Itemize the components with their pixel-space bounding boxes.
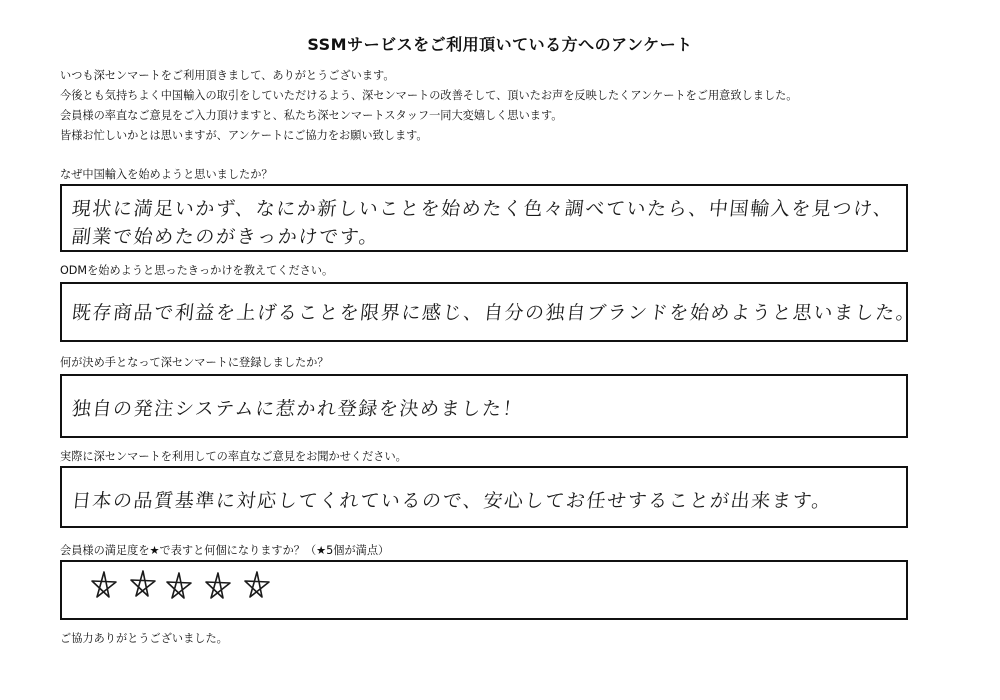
- star-rating: [90, 570, 270, 600]
- answer-2-line-1: 既存商品で利益を上げることを限界に感じ、自分の独自ブランドを始めようと思いました。: [70, 302, 918, 324]
- answer-3-line-1: 独自の発注システムに惹かれ登録を決めました！: [70, 398, 525, 420]
- closing-text: ご協力ありがとうございました。: [60, 632, 228, 645]
- question-1-label: なぜ中国輸入を始めようと思いましたか？: [60, 168, 273, 181]
- star-icon: [90, 570, 118, 600]
- answer-4-box[interactable]: [60, 466, 908, 528]
- answer-2-box[interactable]: [60, 282, 918, 342]
- question-2-label: ODMを始めようと思ったきっかけを教えてください。: [60, 264, 334, 277]
- survey-title: SSMサービスをご利用頂いている方へのアンケート: [307, 35, 693, 54]
- question-3-label: 何が決め手となって深センマートに登録しましたか？: [60, 356, 329, 369]
- answer-3-box[interactable]: [60, 374, 908, 438]
- answer-4-line-1: 日本の品質基準に対応してくれているので、安心してお任せすることが出来ます。: [70, 490, 834, 512]
- intro-line: いつも深センマートをご利用頂きまして、ありがとうございます。: [60, 69, 395, 82]
- answer-5-box[interactable]: [60, 560, 908, 620]
- question-5-label: 会員様の満足度を★で表すと何個になりますか？（★5個が満点）: [60, 544, 390, 557]
- intro-line: 今後とも気持ちよく中国輸入の取引をしていただけるよう、深センマートの改善そして、頂いたお声を反映したくアンケートをご用意致しました。: [60, 89, 798, 102]
- answer-1-line-1: 現状に満足いかず、なにか新しいことを始めたく色々調べていたら、中国輸入を見つけ、: [70, 198, 895, 220]
- star-icon: [242, 570, 270, 600]
- star-icon: [128, 570, 156, 600]
- question-4-label: 実際に深センマートを利用しての率直なご意見をお聞かせください。: [60, 450, 407, 463]
- intro-line: 皆様お忙しいかとは思いますが、アンケートにご協力をお願い致します。: [60, 129, 428, 142]
- star-icon: [166, 570, 194, 600]
- answer-1-line-2: 副業で始めたのがきっかけです。: [70, 226, 381, 248]
- intro-text: [60, 66, 940, 146]
- star-icon: [204, 570, 232, 600]
- answer-1-box[interactable]: [60, 184, 908, 252]
- intro-line: 会員様の率直なご意見をご入力頂けますと、私たち深センマートスタッフ一同大変嬉しく思います。: [60, 109, 563, 122]
